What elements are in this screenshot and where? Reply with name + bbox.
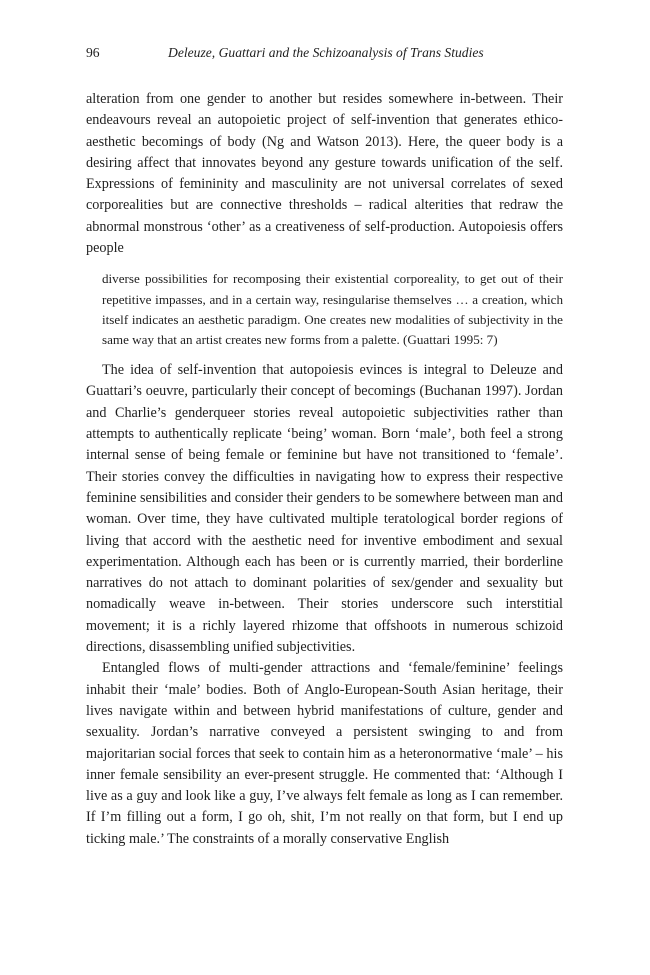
paragraph: The idea of self-invention that autopoiesis evinces is integral to Deleuze and Guattari’s oeuvre, particularly their concept of becomings (Buchanan 1997). Jordan and Charlie’s genderqueer stories reveal autopoietic subjectivities rather than attempts to authentically replicate ‘being’ woman. Born ‘male’, both feel a strong internal sense of being female or feminine but have not transitioned to ‘female’. Their stories convey the difficulties in navigating how to express their respective feminine sensibilities and consider their genders to be somewhere between man and woman. Over time, they have cultivated multiple teratological border regions of living that accord with the aesthetic need for inventive embodiment and sexual experimentation. Although each has been or is currently married, their borderline narratives do not attach to dominant polarities of sex/gender and sexuality but nomadically weave in-between. Their stories underscore such interstitial movement; it is a richly layered rhizome that offshoots in numerous schizoid directions, disassembling unified subjectivities.	[86, 362, 563, 656]
running-head: Deleuze, Guattari and the Schizoanalysis of Trans Studies	[168, 45, 484, 60]
page-header	[86, 45, 563, 65]
block-quote: diverse possibilities for recomposing their existential corporeality, to get out of their repetitive impasses, and in a certain way, resingularise themselves … a creation, which itself indicates an aesthetic paradigm. One creates new modalities of subjectivity in the same way that an artist creates new forms from a palette. (Guattari 1995: 7)	[102, 271, 563, 347]
page-number: 96	[86, 45, 100, 60]
body-text	[86, 89, 563, 850]
paragraph: alteration from one gender to another but resides somewhere in-between. Their endeavours reveal an autopoietic project of self-invention that generates ethico-aesthetic becomings of body (Ng and Watson 2013). Here, the queer body is a desiring affect that innovates beyond any gesture towards unification of the self. Expressions of femininity and masculinity are not universal correlates of sexed corporealities but are connective thresholds – radical alterities that redraw the abnormal monstrous ‘other’ as a creativeness of self-production. Autopoiesis offers people	[86, 91, 563, 257]
paragraph: Entangled flows of multi-gender attractions and ‘female/feminine’ feelings inhabit their ‘male’ bodies. Both of Anglo-European-South Asian heritage, their lives navigate within and between hybrid manifestations of culture, gender and sexuality. Jordan’s narrative conveyed a persistent swinging to and from majoritarian social forces that seek to contain him as a heteronormative ‘male’ – his inner female sensibility an ever-present struggle. He commented that: ‘Although I live as a guy and look like a guy, I’ve always felt female as long as I can remember. If I’m filling out a form, I go oh, shit, I’m not really on that form, but I end up ticking male.’ The constraints of a morally conservative English	[86, 660, 563, 847]
